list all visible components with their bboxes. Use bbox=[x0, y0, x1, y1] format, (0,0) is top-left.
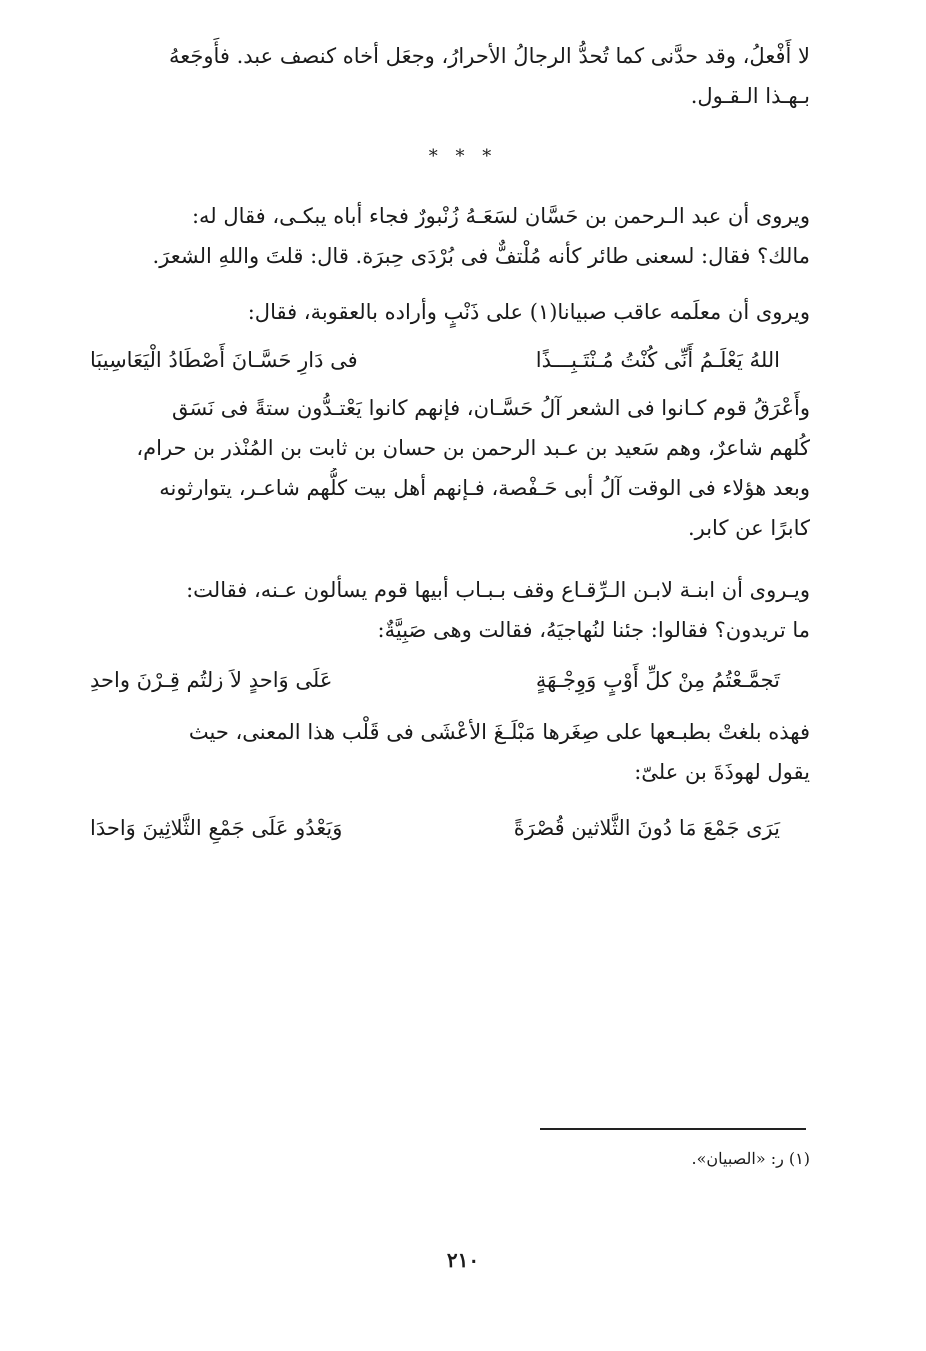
paragraph-6 bbox=[80, 712, 810, 792]
text-line: كابرًا عن كابر. bbox=[687, 516, 810, 540]
text-line: ويـروى أن ابنـة لابـن الـرِّقـاع وقف بـبـاب أبيها قوم يسألون عـنه، فقالت: bbox=[186, 578, 810, 602]
verse-first-hemistich: اللهُ يَعْلَـمُ أَنِّى كُنْتُ مُـنْتَـبِـــذًا bbox=[535, 348, 780, 372]
paragraph-1 bbox=[80, 36, 810, 116]
verse-second-hemistich: عَلَى وَاحدٍ لاَ زلتُم قِـرْنَ واحدِ bbox=[90, 668, 333, 692]
text-line: وبعد هؤلاء فى الوقت آلُ أبى حَـفْصة، فـإنهم أهل بيت كلُّهم شاعـر، يتوارثونه bbox=[159, 476, 810, 500]
text-line: ويروى أن معلَمه عاقب صبيانا(١) على ذَنْبٍ وأراده بالعقوبة، فقال: bbox=[247, 300, 810, 324]
paragraph-2 bbox=[80, 196, 810, 276]
verse-second-hemistich: فى دَارِ حَسَّـانَ أَصْطَادُ الْيَعَاسِيبَا bbox=[90, 348, 358, 372]
paragraph-4 bbox=[80, 388, 810, 548]
text-line: ويروى أن عبد الـرحمن بن حَسَّان لسَعَـهُ زُنْبورٌ فجاء أباه يبكـى، فقال له: bbox=[191, 204, 810, 228]
section-separator: * * * bbox=[428, 146, 498, 167]
text-line: لا أَفْعلُ، وقد حدَّنى كما تُحدُّ الرجالُ الأحرارُ، وجعَل أخاه كنصف عبد. فأَوجَعهُ bbox=[168, 44, 810, 68]
text-line: وأَعْرَقُ قوم كـانوا فى الشعر آلُ حَسَّـان، فإنهم كانوا يَعْتـدُّون ستةً فى نَسَق bbox=[172, 396, 810, 420]
verse-2 bbox=[90, 660, 780, 700]
text-line: ما تريدون؟ فقالوا: جئنا لنُهاجيَهُ، فقالت وهى صَبِيَّةٌ: bbox=[377, 618, 810, 642]
text-line: يقول لهوذَةَ بن علىّ: bbox=[634, 760, 810, 784]
text-line: مالك؟ فقال: لسعنى طائر كأنه مُلْتفٌّ فى بُرْدَى حِبرَة. قال: قلتَ واللهِ الشعرَ. bbox=[152, 244, 810, 268]
text-line: بـهـذا الـقـول. bbox=[690, 84, 810, 108]
verse-first-hemistich: تَجمَّـعْتُمُ مِنْ كلِّ أَوْبٍ وَوِجْـهَةٍ bbox=[535, 668, 780, 692]
paragraph-3 bbox=[80, 292, 810, 332]
verse-first-hemistich: يَرَى جَمْعَ مَا دُونَ الثَّلاثين قُصْرَةً bbox=[513, 816, 780, 840]
text-line: كُلهم شاعرٌ، وهم سَعيد بن عـبد الرحمن بن حسان بن ثابت بن المُنْذر بن حرام، bbox=[136, 436, 810, 460]
verse-1 bbox=[90, 340, 780, 380]
verse-3 bbox=[90, 808, 780, 848]
paragraph-5 bbox=[80, 570, 810, 650]
footnote-rule bbox=[540, 1128, 806, 1130]
verse-second-hemistich: وَيَعْدُو عَلَى جَمْعِ الثَّلاثِينَ وَاحدَا bbox=[90, 816, 343, 840]
page-number: ٢١٠ bbox=[446, 1248, 480, 1272]
text-line: فهذه بلغتْ بطبـعها على صِغَرها مَبْلَـغَ الأعْشَى فى قَلْب هذا المعنى، حيث bbox=[188, 720, 810, 744]
footnote: (١) ر: «الصبيان». bbox=[691, 1149, 810, 1168]
